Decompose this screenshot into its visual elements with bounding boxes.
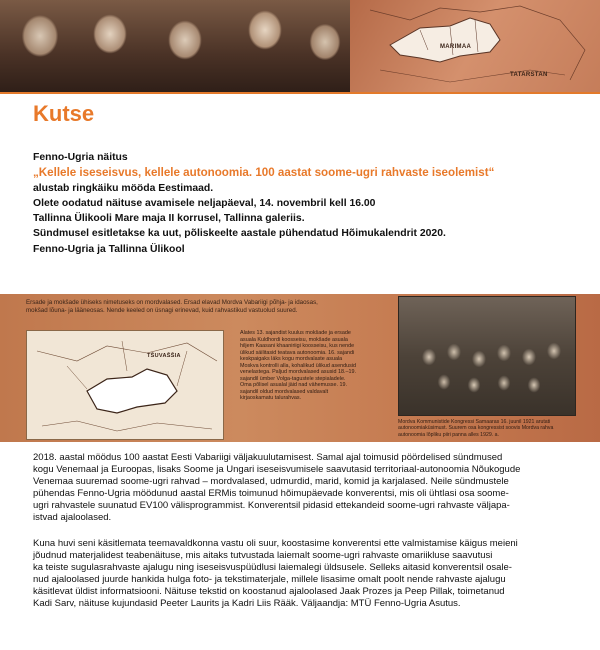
historical-group-photo (0, 0, 350, 92)
paragraph-line: Venemaa suuremad soome-ugri rahvad – mordvalased, udmurdid, marid, komid ja karjalased. Neile sündmustele (33, 476, 509, 488)
paragraph-exhibition-info (33, 538, 578, 611)
paragraph-line: jõudnud materjalidest teabenäituse, mis aitaks tutvustada laiemalt soome-ugri rahvaste omariikluse saavutusi (33, 550, 493, 562)
invitation-text (33, 150, 593, 257)
paragraph-line: ka teiste sugulasrahvaste ajalugu ning iseseisvuspüüdlusi laiemalegi üldsusele. Selleks aitasid konverentsil osale- (33, 562, 512, 574)
paragraph-line: kogu Venemaal ja Euroopas, lisaks Soome ja Ungari iseseisvumisele saavutasid territoriaal-autonoomia Nõukogude (33, 464, 521, 476)
paragraph-line: pühendas Fenno-Ugria möödunud aastal ERMis toimunud hõimupäevade konverentsi, mis oli ühtlasi osa soome- (33, 488, 509, 500)
intro-exhibition-name: Fenno-Ugria näitus (33, 152, 128, 163)
paragraph-line: ugri rahvastele suunatud EV100 välisprogrammist. Konverentsil pidasid ettekandeid soome-ugri rahvaste väljapa- (33, 500, 510, 512)
orange-separator (0, 92, 600, 94)
map-label-marimaa: MARIMAA (440, 44, 472, 50)
panel-map (26, 330, 224, 440)
exhibition-panel-image (0, 294, 600, 442)
intro-calendar-note: Sündmusel esitletakse ka uut, põliskeelte aastale pühendatud Hõimukalendrit 2020. (33, 228, 446, 240)
page-title: Kutse (33, 101, 95, 126)
paragraph-line: 2018. aastal möödus 100 aastat Eesti Vabariigi väljakuulutamisest. Samal ajal toimusid pöördelised sündmused (33, 452, 503, 463)
panel-group-photo (398, 296, 576, 416)
intro-opening-time: Olete oodatud näituse avamisele neljapäeval, 14. novembril kell 16.00 (33, 197, 376, 209)
intro-venue: Tallinna Ülikooli Mare maja II korrusel, Tallinna galeriis. (33, 213, 305, 225)
map-label-tatarstan: TATARSTAN (510, 72, 548, 78)
paragraph-line: nud ajaloolased juurde hankida hulga foto- ja tekstimaterjale, millele lisasime omalt poolt nende rahvaste ajalugu (33, 574, 506, 586)
intro-tour-text: alustab ringkäiku mööda Eestimaad. (33, 182, 214, 194)
paragraph-line: Kadi Sarv, näituse kujundasid Peeter Laurits ja Kadri Liis Rääk. Väljaandja: MTÜ Fenno-Ugria Asutus. (33, 598, 461, 610)
panel-text-column: Alates 13. sajandist kuulus mokšade ja ersade asuala Kuldhordi koosseisu, mokšade asuala hiljem Kaasani khaaniriigi koosseisu, kus nende ülikud säilitasid teatava autonoomia. 16. sajandi keskpaigaks läks kogu mordvalaste asuala Moskva kontrolli alla, kohalikud ülikud asendusid venelastega. Paljud mordvalased asusid 18.–19. sajandil ümber Volga-tagustele stepialadele. Oma põlisel asualal jäid nad vähemusse. 19. sajandil oldud mordvalased valdavalt kirjaoskamatu talurahvas. (240, 330, 356, 401)
intro-exhibition-title: „Kellele iseseisvus, kellele autonoomia. 100 aastat soome-ugri rahvaste iseolemist“ (33, 166, 495, 180)
paragraph-line: istvad ajaloolased. (33, 512, 112, 524)
panel-photo-caption: Mordva Kommunistide Kongressi Samaaras 16. juunil 1921 arutati autonoomiaküsimust. Suurem osa kongressist soovis Mordva rahva autonoomia lõpliku piiri panna alles 1929. a. (398, 419, 554, 438)
paragraph-history (33, 452, 578, 525)
paragraph-line: Kuna huvi seni käsitlemata teemavaldkonna vastu oli suur, koostasime konverentsi ette valmistamise käigus meieni (33, 538, 518, 549)
paragraph-line: käsitlevat üldist informatsiooni. Näituse tekstid on koostanud ajaloolased Jaak Prozes ja Peep Pillak, toimetanud (33, 586, 505, 598)
intro-organisers: Fenno-Ugria ja Tallinna Ülikool (33, 243, 185, 255)
panel-caption-top: Ersade ja mokšade ühiseks nimetuseks on mordvalased. Ersad elavad Mordva Vabariigi põhja- ja idaosas, mokšad lõuna- ja lääneosas. Nende keeled on üsnagi erinevad, kuid rahvastikud vastuolud suured. (26, 299, 318, 314)
banner-map (350, 0, 600, 92)
panel-map-label: TŠUVAŠŠIA (147, 353, 181, 359)
top-banner-image (0, 0, 600, 92)
